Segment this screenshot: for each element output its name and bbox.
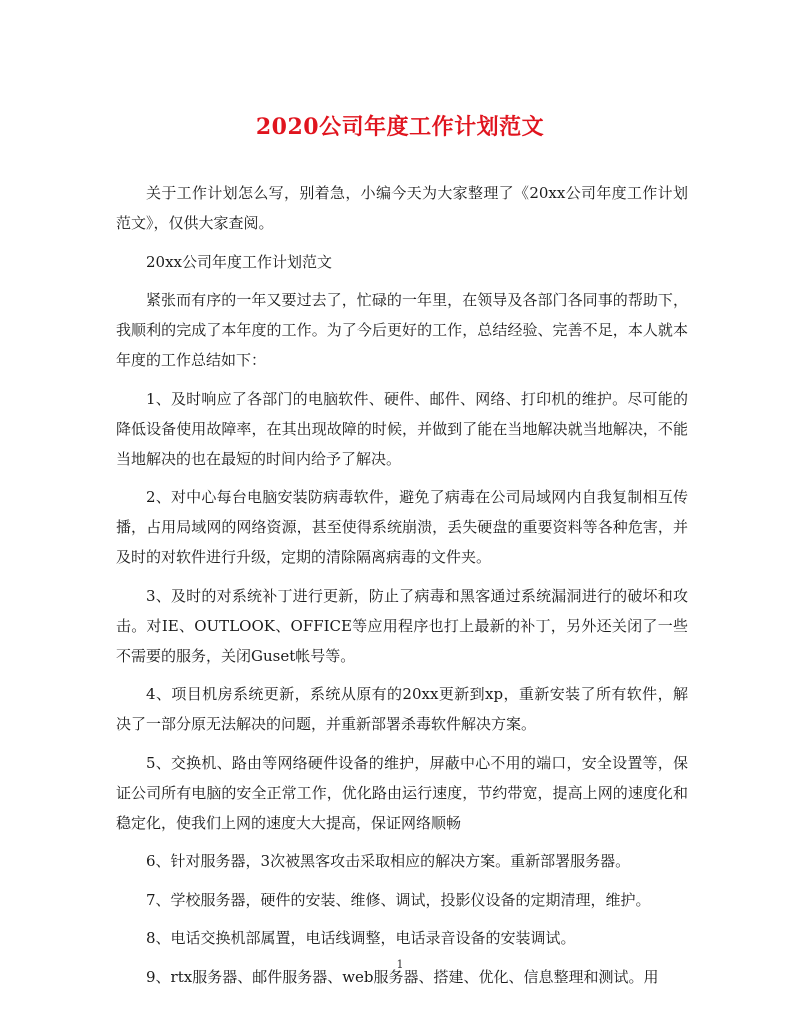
summary-paragraph: 紧张而有序的一年又要过去了，忙碌的一年里，在领导及各部门各同事的帮助下，我顺利的完成了本年度的工作。为了今后更好的工作，总结经验、完善不足，本人就本年度的工作总结如下： [116, 291, 688, 369]
subtitle-paragraph: 20xx公司年度工作计划范文 [146, 252, 333, 271]
item-9-paragraph: 9、rtx服务器、邮件服务器、web服务器、搭建、优化、信息整理和测试。用 [146, 967, 659, 986]
item-4-paragraph: 4、项目机房系统更新，系统从原有的20xx更新到xp，重新安装了所有软件，解决了一部分原无法解决的问题，并重新部署杀毒软件解决方案。 [116, 685, 688, 733]
intro-paragraph: 关于工作计划怎么写，别着急，小编今天为大家整理了《20xx公司年度工作计划范文》，仅供大家查阅。 [116, 184, 688, 232]
item-6-paragraph: 6、针对服务器，3次被黑客攻击采取相应的解决方案。重新部署服务器。 [146, 852, 631, 870]
document-body [116, 178, 688, 1000]
document-title: 2020公司年度工作计划范文 [255, 114, 545, 140]
item-3-paragraph: 3、及时的对系统补丁进行更新，防止了病毒和黑客通过系统漏洞进行的破坏和攻击。对IE、OUTLOOK、OFFICE等应用程序也打上最新的补丁，另外还关闭了一些不需要的服务，关闭Guset帐号等。 [116, 586, 688, 665]
item-1-paragraph: 1、及时响应了各部门的电脑软件、硬件、邮件、网络、打印机的维护。尽可能的降低设备使用故障率，在其出现故障的时候，并做到了能在当地解决就当地解决，不能当地解决的也在最短的时间内给予了解决。 [116, 389, 688, 468]
page-number: 1 [396, 958, 404, 971]
item-2-paragraph: 2、对中心每台电脑安装防病毒软件，避免了病毒在公司局域网内自我复制相互传播，占用局域网的网络资源，甚至使得系统崩溃，丢失硬盘的重要资料等各种危害，并及时的对软件进行升级，定期的清除隔离病毒的文件夹。 [116, 488, 688, 566]
item-7-paragraph: 7、学校服务器，硬件的安装、维修、调试，投影仪设备的定期清理，维护。 [146, 890, 651, 909]
item-8-paragraph: 8、电话交换机部属置，电话线调整，电话录音设备的安装调试。 [146, 929, 576, 947]
item-5-paragraph: 5、交换机、路由等网络硬件设备的维护，屏蔽中心不用的端口，安全设置等，保证公司所有电脑的安全正常工作，优化路由运行速度，节约带宽，提高上网的速度化和稳定化，使我们上网的速度大大提高，保证网络顺畅 [116, 753, 688, 832]
